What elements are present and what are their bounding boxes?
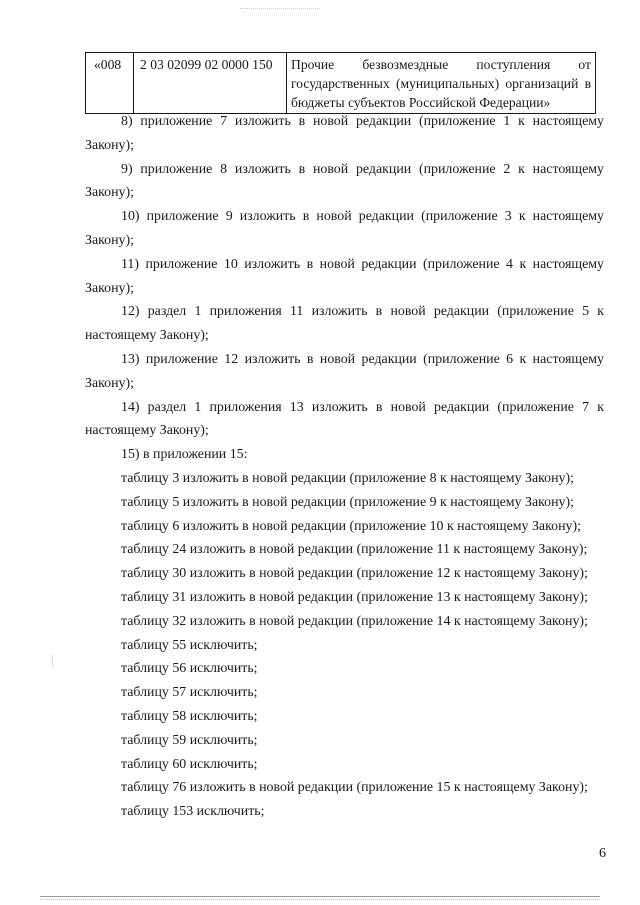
paragraph-11: 11) приложение 10 изложить в новой редакции (приложение 4 к настоящему Закону); (85, 256, 604, 296)
document-body (85, 110, 604, 824)
scan-artifact (52, 655, 53, 667)
paragraph-13: 13) приложение 12 изложить в новой редакции (приложение 6 к настоящему Закону); (85, 351, 604, 391)
paragraph-14: 14) раздел 1 приложения 13 изложить в новой редакции (приложение 7 к настоящему Закону); (85, 399, 604, 439)
bottom-scan-edge (40, 896, 600, 898)
code-label-cell: «008 (86, 53, 134, 114)
kbk-code-cell: 2 03 02099 02 0000 150 (134, 53, 287, 114)
list-item: таблицу 60 исключить; (121, 756, 258, 772)
scan-top-mark (240, 8, 320, 10)
budget-code-table (85, 52, 596, 114)
page-number: 6 (599, 846, 606, 861)
paragraph-15-intro: 15) в приложении 15: (121, 447, 248, 463)
list-item: таблицу 76 изложить в новой редакции (приложение 15 к настоящему Закону); (121, 780, 588, 796)
list-item: таблицу 30 изложить в новой редакции (приложение 12 к настоящему Закону); (121, 566, 588, 582)
description-cell: Прочие безвозмездные поступления от государственных (муниципальных) организаций в бюджеты субъектов Российской Федерации» (287, 53, 596, 114)
bottom-scan-edge-dotted (40, 899, 600, 901)
paragraph-10: 10) приложение 9 изложить в новой редакции (приложение 3 к настоящему Закону); (85, 209, 604, 248)
list-item: таблицу 56 исключить; (121, 661, 258, 677)
list-item: таблицу 57 исключить; (121, 685, 258, 701)
paragraph-8: 8) приложение 7 изложить в новой редакции (приложение 1 к настоящему Закону); (85, 114, 604, 153)
list-item: таблицу 58 исключить; (121, 708, 258, 724)
list-item: таблицу 32 изложить в новой редакции (приложение 14 к настоящему Закону); (121, 613, 588, 629)
paragraph-12: 12) раздел 1 приложения 11 изложить в новой редакции (приложение 5 к настоящему Закону); (85, 304, 604, 344)
list-item: таблицу 5 изложить в новой редакции (приложение 9 к настоящему Закону); (121, 494, 574, 510)
list-item: таблицу 6 изложить в новой редакции (приложение 10 к настоящему Закону); (121, 518, 581, 534)
list-item: таблицу 55 исключить; (121, 637, 258, 653)
list-item: таблицу 3 изложить в новой редакции (приложение 8 к настоящему Закону); (121, 470, 574, 486)
list-item: таблицу 31 изложить в новой редакции (приложение 13 к настоящему Закону); (121, 589, 588, 605)
list-item: таблицу 153 исключить; (121, 804, 265, 820)
list-item: таблицу 24 изложить в новой редакции (приложение 11 к настоящему Закону); (121, 542, 588, 558)
list-item: таблицу 59 исключить; (121, 732, 258, 748)
paragraph-9: 9) приложение 8 изложить в новой редакции (приложение 2 к настоящему Закону); (85, 161, 604, 201)
table-row (86, 53, 596, 114)
